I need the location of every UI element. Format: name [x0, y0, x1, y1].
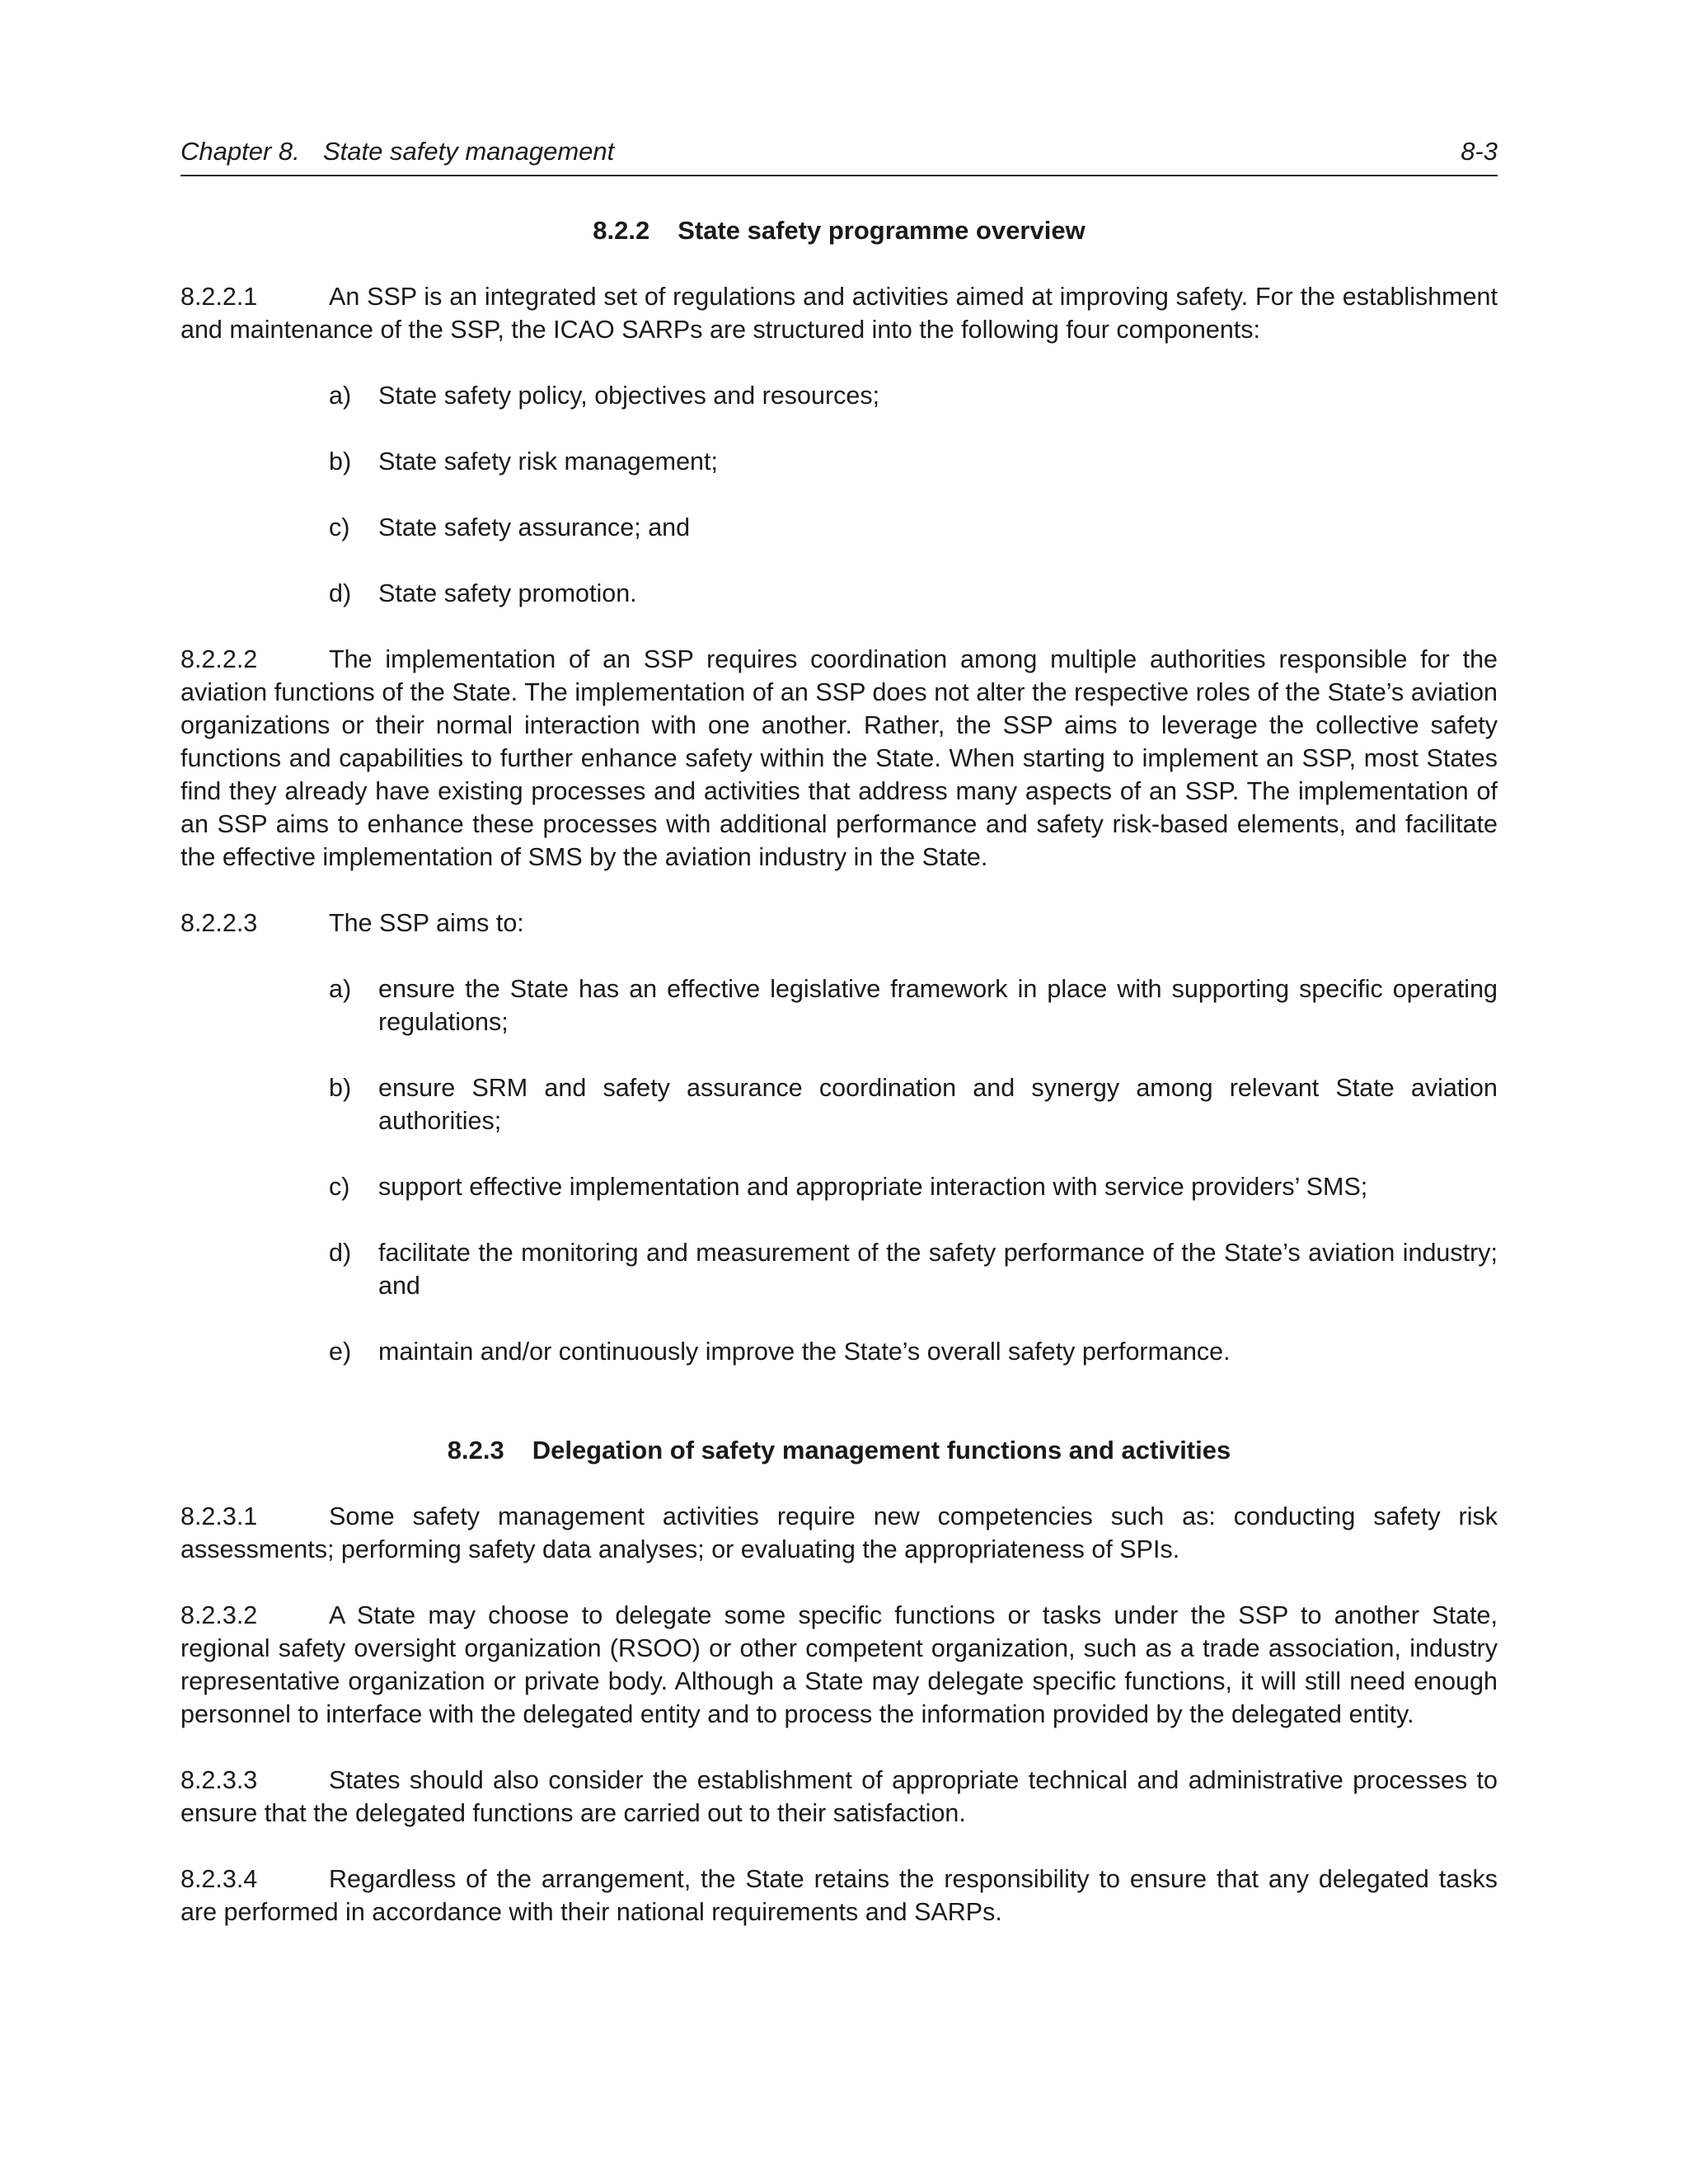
- list-item-text: ensure SRM and safety assurance coordination and synergy among relevant State aviation authorities;: [378, 1074, 1498, 1135]
- section-title: Delegation of safety management functions and activities: [532, 1436, 1231, 1465]
- paragraph-text: Some safety management activities require new competencies such as: conducting safety risk assessments; performing safety data analyses; or evaluating the appropriateness of SPIs.: [181, 1502, 1498, 1563]
- paragraph-8-2-2-2: [181, 643, 1498, 874]
- paragraph-number: 8.2.3.3: [181, 1766, 258, 1794]
- paragraph-8-2-3-4: [181, 1863, 1498, 1929]
- paragraph-text: The implementation of an SSP requires coordination among multiple authorities responsible for the aviation functions of the State. The implementation of an SSP does not alter the respective roles of the State’s aviation organizations or their normal interaction with one another. Rather, the SSP aims to leverage the collective safety functions and capabilities to further enhance safety within the State. When starting to implement an SSP, most States find they already have existing processes and activities that address many aspects of an SSP. The implementation of an SSP aims to enhance these processes with additional performance and safety risk-based elements, and facilitate the effective implementation of SMS by the aviation industry in the State.: [181, 645, 1498, 871]
- list-item: [329, 379, 1498, 412]
- paragraph-number: 8.2.2.3: [181, 909, 258, 937]
- list-marker: b): [329, 448, 352, 476]
- paragraph-text: The SSP aims to:: [329, 909, 524, 937]
- list-marker: c): [329, 513, 350, 541]
- paragraph-number: 8.2.2.2: [181, 645, 258, 673]
- paragraph-8-2-3-2: [181, 1599, 1498, 1731]
- list-item: [329, 445, 1498, 478]
- chapter-number: Chapter 8.: [181, 137, 300, 166]
- paragraph-number: 8.2.3.1: [181, 1502, 258, 1530]
- list-item: [329, 1071, 1498, 1137]
- list-item: [329, 1335, 1498, 1368]
- list-marker: a): [329, 975, 352, 1003]
- section-number: 8.2.2: [593, 216, 650, 245]
- list-item-text: ensure the State has an effective legislative framework in place with supporting specific operating regulations;: [378, 975, 1498, 1036]
- list-marker: a): [329, 382, 352, 410]
- section-heading-8-2-3: [181, 1434, 1498, 1467]
- paragraph-number: 8.2.3.4: [181, 1865, 258, 1893]
- section-heading-8-2-2: [181, 214, 1498, 247]
- chapter-title: State safety management: [323, 137, 615, 166]
- list-item-text: maintain and/or continuously improve the State’s overall safety performance.: [378, 1338, 1231, 1366]
- paragraph-8-2-2-1: [181, 280, 1498, 346]
- list-marker: c): [329, 1173, 350, 1201]
- paragraph-text: An SSP is an integrated set of regulations and activities aimed at improving safety. For the establishment and maintenance of the SSP, the ICAO SARPs are structured into the following four components:: [181, 283, 1498, 344]
- paragraph-text: Regardless of the arrangement, the State retains the responsibility to ensure that any delegated tasks are performed in accordance with their national requirements and SARPs.: [181, 1865, 1498, 1926]
- section-title: State safety programme overview: [678, 216, 1085, 245]
- chapter-label: [181, 135, 614, 168]
- list-item-text: State safety policy, objectives and resources;: [378, 382, 880, 410]
- list-marker: b): [329, 1074, 352, 1102]
- page-number: 8-3: [1461, 137, 1498, 166]
- section-number: 8.2.3: [447, 1436, 504, 1465]
- list-item-text: State safety risk management;: [378, 448, 718, 476]
- paragraph-8-2-3-1: [181, 1500, 1498, 1566]
- list-item-text: State safety promotion.: [378, 579, 637, 607]
- list-marker: d): [329, 579, 352, 607]
- paragraph-8-2-3-3: [181, 1764, 1498, 1830]
- paragraph-number: 8.2.3.2: [181, 1601, 258, 1629]
- paragraph-8-2-2-3: [181, 907, 1498, 940]
- list-item-text: support effective implementation and appropriate interaction with service providers’ SMS;: [378, 1173, 1368, 1201]
- list-item: [329, 1236, 1498, 1302]
- list-item: [329, 972, 1498, 1038]
- list-item: [329, 511, 1498, 544]
- list-item-text: State safety assurance; and: [378, 513, 691, 541]
- list-item: [329, 577, 1498, 610]
- paragraph-number: 8.2.2.1: [181, 283, 258, 311]
- list-item-text: facilitate the monitoring and measurement of the safety performance of the State’s aviation industry; and: [378, 1239, 1498, 1300]
- list-marker: d): [329, 1239, 352, 1267]
- list-item: [329, 1170, 1498, 1203]
- list-marker: e): [329, 1338, 352, 1366]
- paragraph-text: A State may choose to delegate some specific functions or tasks under the SSP to another State, regional safety oversight organization (RSOO) or other competent organization, such as a trade association, industry representative organization or private body. Although a State may delegate specific functions, it will still need enough personnel to interface with the delegated entity and to process the information provided by the delegated entity.: [181, 1601, 1498, 1728]
- paragraph-text: States should also consider the establishment of appropriate technical and administrative processes to ensure that the delegated functions are carried out to their satisfaction.: [181, 1766, 1498, 1827]
- running-header: [181, 132, 1498, 176]
